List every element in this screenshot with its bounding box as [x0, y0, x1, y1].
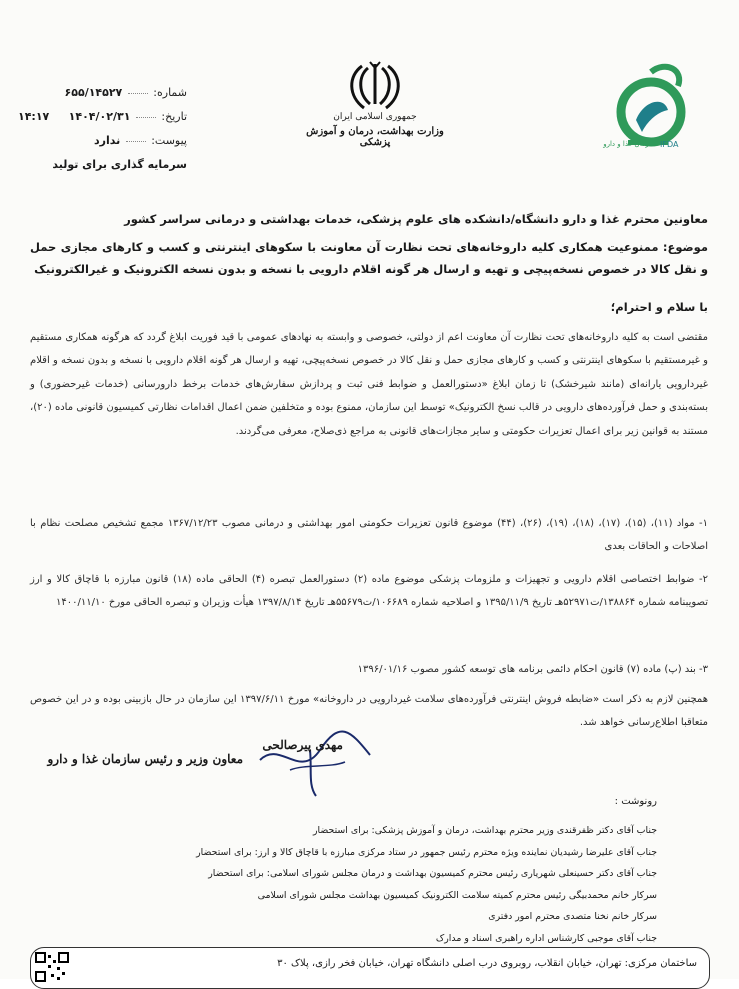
signer-name: مهدی پیرصالحی	[262, 738, 343, 752]
cc-item: جناب آقای علیرضا رشیدیان نماینده ویژه محترم رئیس جمهور در ستاد مرکزی مبارزه با قاچاق کالا و ارز: برای استحضار	[196, 846, 657, 858]
cc-item: جناب آقای دکتر ظفرقندی وزیر محترم بهداشت، درمان و آموزش پزشکی: برای استحضار	[313, 825, 657, 836]
footer-box	[30, 947, 710, 989]
paragraph-law-1: ۱- مواد (۱۱)، (۱۵)، (۱۷)، (۱۸)، (۱۹)، (۲۶)، (۴۴) موضوع قانون تعزیرات حکومتی امور بهداشتی و درمانی مصوب ۱۳۶۷/۱۲/۲۳ مجمع تشخیص مصلحت نظام با اصلاحات و الحاقات بعدی	[30, 518, 708, 553]
date-value: ۱۴۰۴/۰۲/۳۱	[68, 110, 131, 123]
recipient: معاونین محترم غذا و دارو دانشگاه/دانشکده های علوم پزشکی، خدمات بهداشتی و درمانی سراسر کشور	[124, 212, 708, 226]
slogan: سرمایه گذاری برای تولید	[52, 158, 187, 171]
gov-title: جمهوری اسلامی ایران	[333, 112, 417, 122]
dotted-line	[136, 117, 156, 118]
number-label: شماره:	[153, 86, 187, 99]
cc-item: سرکار خانم نخنا متصدی محترم امور دفتری	[488, 911, 657, 922]
paragraph-law-2: ۲- ضوابط اختصاصی اقلام دارویی و تجهیزات و ملزومات پزشکی موضوع ماده (۲) دستورالعمل تبصره (۴) الحاقی ماده (۱۸) قانون مبارزه با قاچاق کالا و ارز تصویبنامه شماره ۱۳۸۸۶۴/ت۵۲۹۷۱هـ تاریخ ۱۳۹۵/۱۱/۹ و اصلاحیه شماره ۱۰۶۶۸۹/ت۵۵۶۷۹هـ تاریخ ۱۳۹۷/۸/۱۴ هیأت وزیران و تبصره الحاقی مورخ ۱۴۰۰/۱۱/۱۰	[30, 574, 708, 609]
attachment-value: ندارد	[93, 134, 121, 147]
paragraph-closing: همچنین لازم به ذکر است «ضابطه فروش اینترنتی فرآورده‌های سلامت غیردارویی در داروخانه» مورخ ۱۳۹۷/۶/۱۱ این سازمان در حال بازبینی بوده و در این خصوص متعاقبا اطلاع‌رسانی خواهد شد.	[30, 694, 708, 729]
letter-time: ۱۴:۱۷	[18, 110, 50, 123]
handwritten-signature-icon	[250, 720, 380, 800]
fda-abbr: IFDA	[660, 140, 679, 149]
attachment-label: پیوست:	[151, 134, 187, 147]
letter-number	[65, 86, 187, 99]
letter-date	[69, 110, 187, 123]
cc-item: جناب آقای موجبی کارشناس اداره راهبری اسناد و مدارک	[435, 932, 657, 944]
dotted-line	[128, 93, 148, 94]
paragraph-law-3: ۳- بند (پ) ماده (۷) قانون احکام دائمی برنامه های توسعه کشور مصوب ۱۳۹۶/۰۱/۱۶	[357, 664, 708, 675]
cc-title: رونوشت :	[614, 796, 657, 807]
dotted-line	[126, 141, 146, 142]
paragraph-main: مقتضی است به کلیه داروخانه‌های تحت نظارت آن معاونت اعم از دولتی، خصوصی و وابسته به نهادهای عمومی با قید فوریت ابلاغ گردد که هرگونه همکاری مستقیم و غیرمستقیم با سکوهای اینترنتی و کسب و کارهای مجازی حمل و نقل کالا در خصوص نسخه‌پیچی، تهیه و ارسال هر گونه اقلام دارویی با نسخه و بدون نسخه و اقلام غیردارویی یارانه‌ای (مانند شیرخشک) تا زمان ابلاغ «دستورالعمل و ضوابط فنی ثبت و پردازش سفارش‌های خدمات برخط دارورسانی (خدمات غیرحضوری) و بسته‌بندی و حمل فرآورده‌های دارویی در قالب نسخ الکترونیک» توسط این سازمان، ممنوع بوده و متخلفین ضمن اعمال اقدامات نظارتی کمیسیون قانونی ماده (۲۰)، مستند به قوانین زیر برای اعمال تعزیرات حکومتی و سایر مجازات‌های قانونی به مراجع ذی‌صلاح، معرفی می‌گردند.	[30, 332, 708, 437]
greeting: با سلام و احترام؛	[610, 300, 708, 314]
iran-emblem-icon	[340, 60, 410, 112]
cc-item: جناب آقای دکتر حسینعلی شهریاری رئیس محترم کمیسیون بهداشت و درمان مجلس شورای اسلامی: برای استحضار	[208, 868, 657, 879]
date-label: تاریخ:	[161, 110, 187, 123]
ministry-title: وزارت بهداشت، درمان و آموزش پزشکی	[306, 126, 444, 148]
number-value: ۶۵۵/۱۴۵۲۷	[64, 86, 123, 99]
subject: موضوع: ممنوعیت همکاری کلیه داروخانه‌های تحت نظارت آن معاونت با سکوهای اینترنتی و کسب و کارهای مجازی حمل و نقل کالا در خصوص نسخه‌پیچی و تهیه و ارسال هر گونه اقلام دارویی با نسخه و بدون نسخه الکترونیک و غیرالکترونیک	[30, 240, 708, 276]
footer-address: ساختمان مرکزی: تهران، خیابان انقلاب، روبروی درب اصلی دانشگاه تهران، خیابان فخر رازی، پلاک ۳۰	[277, 958, 697, 969]
letter-attachment	[94, 134, 187, 147]
cc-item: سرکار خانم محمدبیگی رئیس محترم کمیته سلامت الکترونیک کمیسیون بهداشت مجلس شورای اسلامی	[257, 889, 657, 901]
fda-text: سازمان غذا و دارو	[603, 140, 657, 148]
signer-title: معاون وزیر و رئیس سازمان غذا و دارو	[47, 752, 243, 766]
qr-code-icon	[35, 952, 69, 982]
cc-list	[57, 820, 657, 949]
